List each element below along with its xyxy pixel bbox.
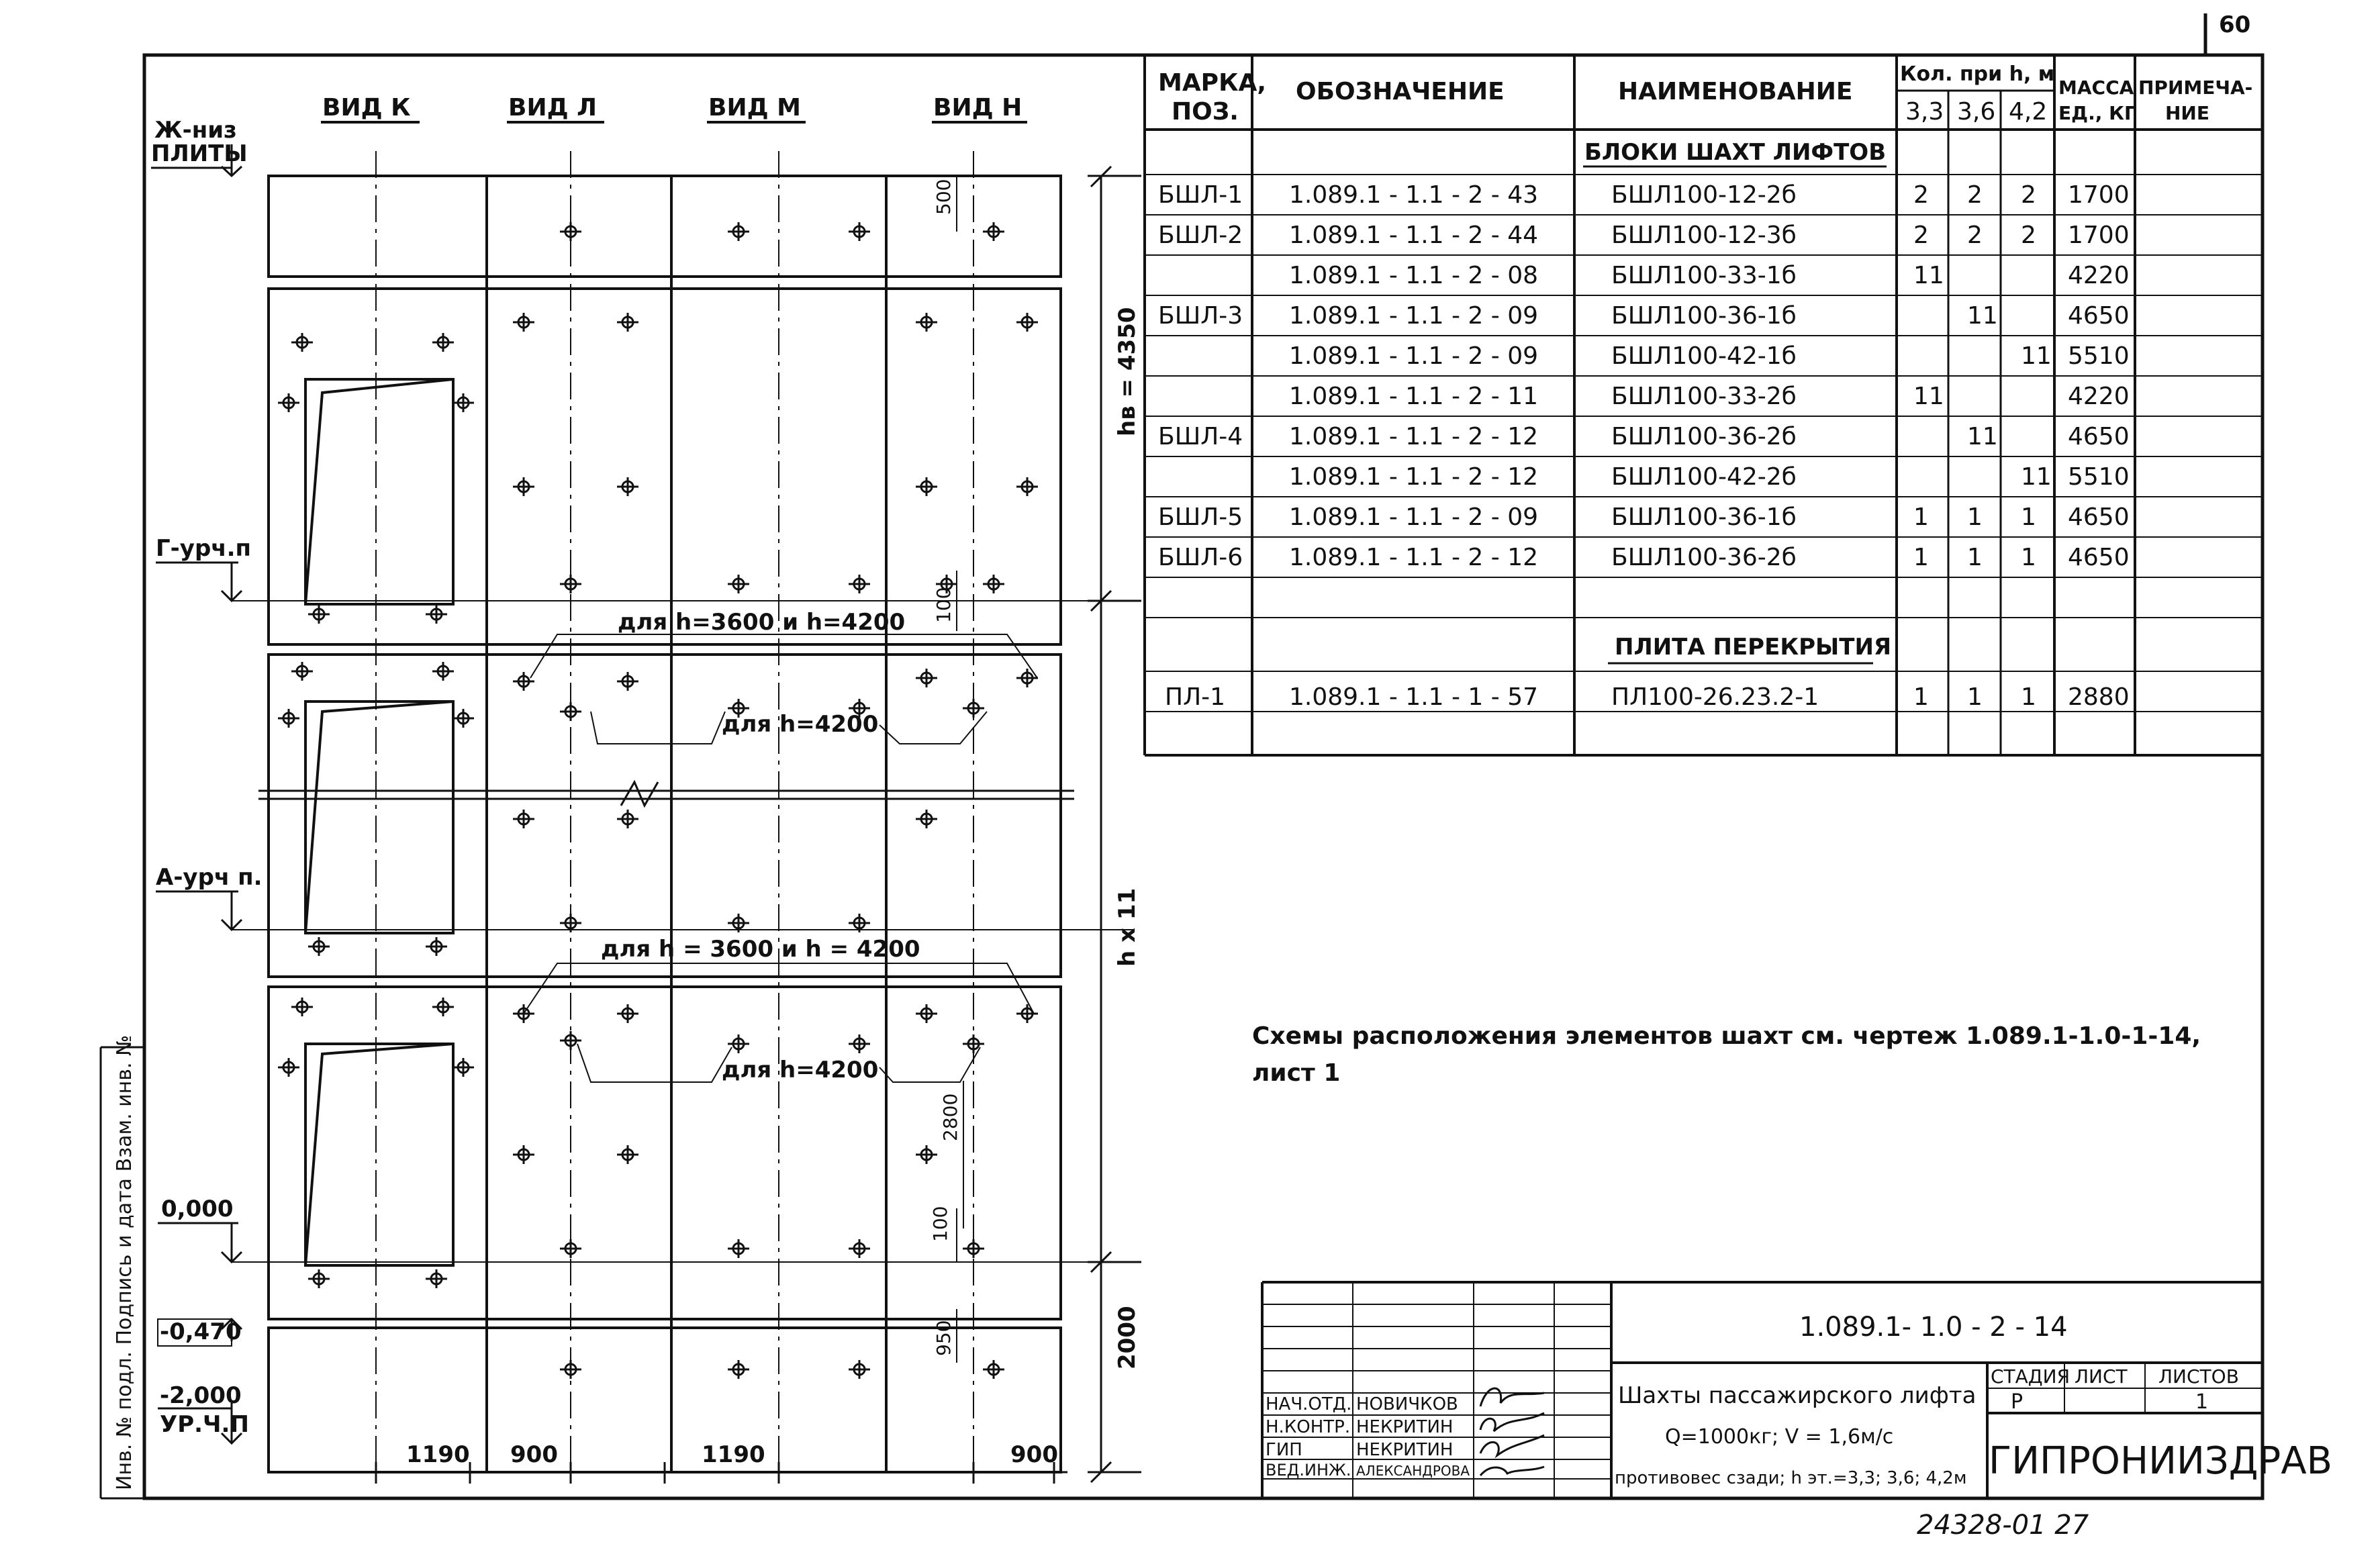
row-mass: 5510: [2068, 463, 2130, 491]
row-q33: 1: [1913, 503, 1929, 531]
row-designation: 1.089.1 - 1.1 - 2 - 12: [1289, 544, 1539, 571]
level-zero: 0,000: [161, 1196, 234, 1222]
row-q42: 1: [2021, 503, 2036, 531]
row-name: БШЛ100-33-2б: [1611, 383, 1797, 410]
role-3: ГИП: [1266, 1440, 1302, 1460]
level-a: А-урч п.: [156, 864, 263, 891]
row-mass: 4650: [2068, 503, 2130, 531]
row-q36: 11: [1967, 302, 1998, 330]
sheets-label: ЛИСТОВ: [2158, 1365, 2239, 1388]
organization: ГИПРОНИИЗДРАВ: [1989, 1439, 2333, 1483]
scheme-note-2: лист 1: [1252, 1059, 1341, 1087]
signature-4: [1480, 1467, 1544, 1476]
dim-hv: hв = 4350: [1114, 307, 1141, 436]
level-slab-bottom-1: Ж-низ: [154, 117, 237, 144]
row-q33: 1: [1913, 544, 1929, 571]
row-mass: 4220: [2068, 383, 2130, 410]
row-name: БШЛ100-36-2б: [1611, 423, 1797, 450]
view-title-k: ВИД К: [322, 94, 411, 122]
row-mark: БШЛ-6: [1158, 544, 1243, 571]
row-mass: 4650: [2068, 423, 2130, 450]
note-for-h-3: для h = 3600 и h = 4200: [601, 936, 920, 963]
row-name: БШЛ100-36-2б: [1611, 544, 1797, 571]
row-designation: 1.089.1 - 1.1 - 2 - 12: [1289, 423, 1539, 450]
row-mass: 1700: [2068, 181, 2130, 209]
section-floor-slab: ПЛИТА ПЕРЕКРЫТИЯ: [1615, 634, 1892, 661]
view-title-m: ВИД М: [708, 94, 801, 122]
row-mark: БШЛ-2: [1158, 222, 1243, 249]
row-designation: 1.089.1 - 1.1 - 2 - 08: [1289, 262, 1539, 289]
note-for-h-2: для h=4200: [722, 711, 879, 738]
row-q42: 2: [2021, 181, 2036, 209]
dim-bottom-900-a: 900: [510, 1441, 558, 1468]
row-name: БШЛ100-33-1б: [1611, 262, 1797, 289]
sheet-label: ЛИСТ: [2075, 1365, 2128, 1388]
row-q33: 11: [1913, 383, 1944, 410]
hdr-note-2: НИЕ: [2165, 102, 2209, 124]
dim-950: 950: [933, 1320, 955, 1356]
hdr-mark-1: МАРКА,: [1158, 69, 1267, 97]
page-number: 60: [2219, 11, 2251, 38]
note-for-h-1: для h=3600 и h=4200: [618, 609, 906, 636]
row-name: БШЛ100-42-1б: [1611, 342, 1797, 370]
hdr-qty-36: 3,6: [1957, 98, 1996, 126]
row-name: БШЛ100-36-1б: [1611, 503, 1797, 531]
row-designation: 1.089.1 - 1.1 - 2 - 12: [1289, 463, 1539, 491]
row-mass: 4650: [2068, 302, 2130, 330]
name-1: НОВИЧКОВ: [1356, 1394, 1458, 1414]
row-q33: 2: [1913, 181, 1929, 209]
stage-value: Р: [2011, 1390, 2024, 1414]
dim-2800: 2800: [939, 1093, 961, 1141]
row-mass: 4220: [2068, 262, 2130, 289]
row-q33: 2: [1913, 222, 1929, 249]
row-mark: БШЛ-4: [1158, 423, 1243, 450]
archive-number: 24328-01 27: [1917, 1510, 2089, 1541]
row-q36: 2: [1967, 181, 1983, 209]
slab-designation: 1.089.1 - 1.1 - 1 - 57: [1289, 683, 1539, 711]
row-mark: БШЛ-1: [1158, 181, 1243, 209]
doc-code: 1.089.1- 1.0 - 2 - 14: [1799, 1312, 2068, 1343]
dim-hx11: h x 11: [1114, 887, 1141, 967]
row-mark: БШЛ-5: [1158, 503, 1243, 531]
row-mark: БШЛ-3: [1158, 302, 1243, 330]
row-designation: 1.089.1 - 1.1 - 2 - 43: [1289, 181, 1539, 209]
hdr-name: НАИМЕНОВАНИЕ: [1618, 78, 1853, 105]
row-q36: 1: [1967, 544, 1983, 571]
hdr-note-1: ПРИМЕЧА-: [2138, 77, 2253, 99]
hdr-qty: Кол. при h, м: [1900, 62, 2055, 86]
row-q42: 11: [2021, 342, 2052, 370]
dim-bottom-900-b: 900: [1010, 1441, 1058, 1468]
hdr-designation: ОБОЗНАЧЕНИЕ: [1296, 78, 1505, 105]
title-block: [1262, 1282, 2332, 1498]
row-q42: 11: [2021, 463, 2052, 491]
hdr-mass-2: ЕД., КГ: [2058, 102, 2136, 124]
stage-label: СТАДИЯ: [1991, 1365, 2070, 1388]
row-q36: 11: [1967, 423, 1998, 450]
row-q33: 11: [1913, 262, 1944, 289]
row-designation: 1.089.1 - 1.1 - 2 - 09: [1289, 342, 1539, 370]
hdr-qty-33: 3,3: [1905, 98, 1944, 126]
view-title-n: ВИД Н: [933, 94, 1022, 122]
dim-bottom-1190-a: 1190: [406, 1441, 470, 1468]
row-name: БШЛ100-42-2б: [1611, 463, 1797, 491]
name-2: НЕКРИТИН: [1356, 1417, 1454, 1437]
title-line-2: Q=1000кг; V = 1,6м/с: [1665, 1425, 1894, 1449]
dim-100-a: 100: [933, 587, 955, 623]
level-minus-2: -2,000: [160, 1382, 242, 1409]
signature-2: [1480, 1413, 1544, 1431]
row-q36: 1: [1967, 503, 1983, 531]
row-designation: 1.089.1 - 1.1 - 2 - 44: [1289, 222, 1539, 249]
dim-2000: 2000: [1114, 1306, 1141, 1369]
slab-q42: 1: [2021, 683, 2036, 711]
slab-mark: ПЛ-1: [1165, 683, 1226, 711]
level-slab-bottom-2: ПЛИТЫ: [151, 140, 248, 167]
title-line-1: Шахты пассажирского лифта: [1618, 1382, 1977, 1409]
hdr-qty-42: 4,2: [2009, 98, 2048, 126]
name-3: НЕКРИТИН: [1356, 1440, 1454, 1460]
note-for-h-4: для h=4200: [722, 1057, 879, 1083]
row-mass: 4650: [2068, 544, 2130, 571]
dim-500: 500: [933, 179, 955, 215]
hdr-mass-1: МАССА: [2058, 77, 2134, 99]
title-line-3: противовес сзади; h эт.=3,3; 3,6; 4,2м: [1615, 1468, 1967, 1488]
dim-bottom-1190-b: 1190: [702, 1441, 765, 1468]
role-4: ВЕД.ИНЖ.: [1266, 1461, 1351, 1480]
role-1: НАЧ.ОТД.: [1266, 1394, 1352, 1414]
signature-3: [1480, 1435, 1544, 1455]
row-name: БШЛ100-12-2б: [1611, 181, 1797, 209]
dim-100-b: 100: [929, 1206, 951, 1242]
row-name: БШЛ100-12-3б: [1611, 222, 1797, 249]
side-stamp: [101, 1035, 144, 1498]
row-designation: 1.089.1 - 1.1 - 2 - 09: [1289, 503, 1539, 531]
slab-q36: 1: [1967, 683, 1983, 711]
spec-table: [1145, 55, 2263, 755]
row-q42: 1: [2021, 544, 2036, 571]
row-mass: 5510: [2068, 342, 2130, 370]
slab-mass: 2880: [2068, 683, 2130, 711]
row-q36: 2: [1967, 222, 1983, 249]
slab-name: ПЛ100-26.23.2-1: [1611, 683, 1819, 711]
side-stamp-text: Инв. № подл. Подпись и дата Взам. инв. №: [113, 1034, 136, 1490]
row-name: БШЛ100-36-1б: [1611, 302, 1797, 330]
row-designation: 1.089.1 - 1.1 - 2 - 09: [1289, 302, 1539, 330]
signature-1: [1480, 1388, 1544, 1406]
view-title-l: ВИД Л: [508, 94, 598, 122]
hdr-mark-2: ПОЗ.: [1172, 98, 1239, 126]
level-g: Г-урч.п: [156, 535, 252, 562]
elevation-drawing: [151, 94, 1141, 1484]
row-q42: 2: [2021, 222, 2036, 249]
level-minus-2-sub: УР.Ч.П: [160, 1411, 249, 1438]
scheme-note-1: Схемы расположения элементов шахт см. чертеж 1.089.1-1.0-1-14,: [1252, 1022, 2201, 1050]
row-designation: 1.089.1 - 1.1 - 2 - 11: [1289, 383, 1539, 410]
sheets-value: 1: [2195, 1390, 2209, 1414]
name-4: АЛЕКСАНДРОВА: [1356, 1463, 1470, 1479]
slab-q33: 1: [1913, 683, 1929, 711]
role-2: Н.КОНТР.: [1266, 1417, 1351, 1437]
section-shaft-blocks: БЛОКИ ШАХТ ЛИФТОВ: [1584, 139, 1887, 166]
level-minus-047: -0,470: [160, 1318, 242, 1345]
row-mass: 1700: [2068, 222, 2130, 249]
